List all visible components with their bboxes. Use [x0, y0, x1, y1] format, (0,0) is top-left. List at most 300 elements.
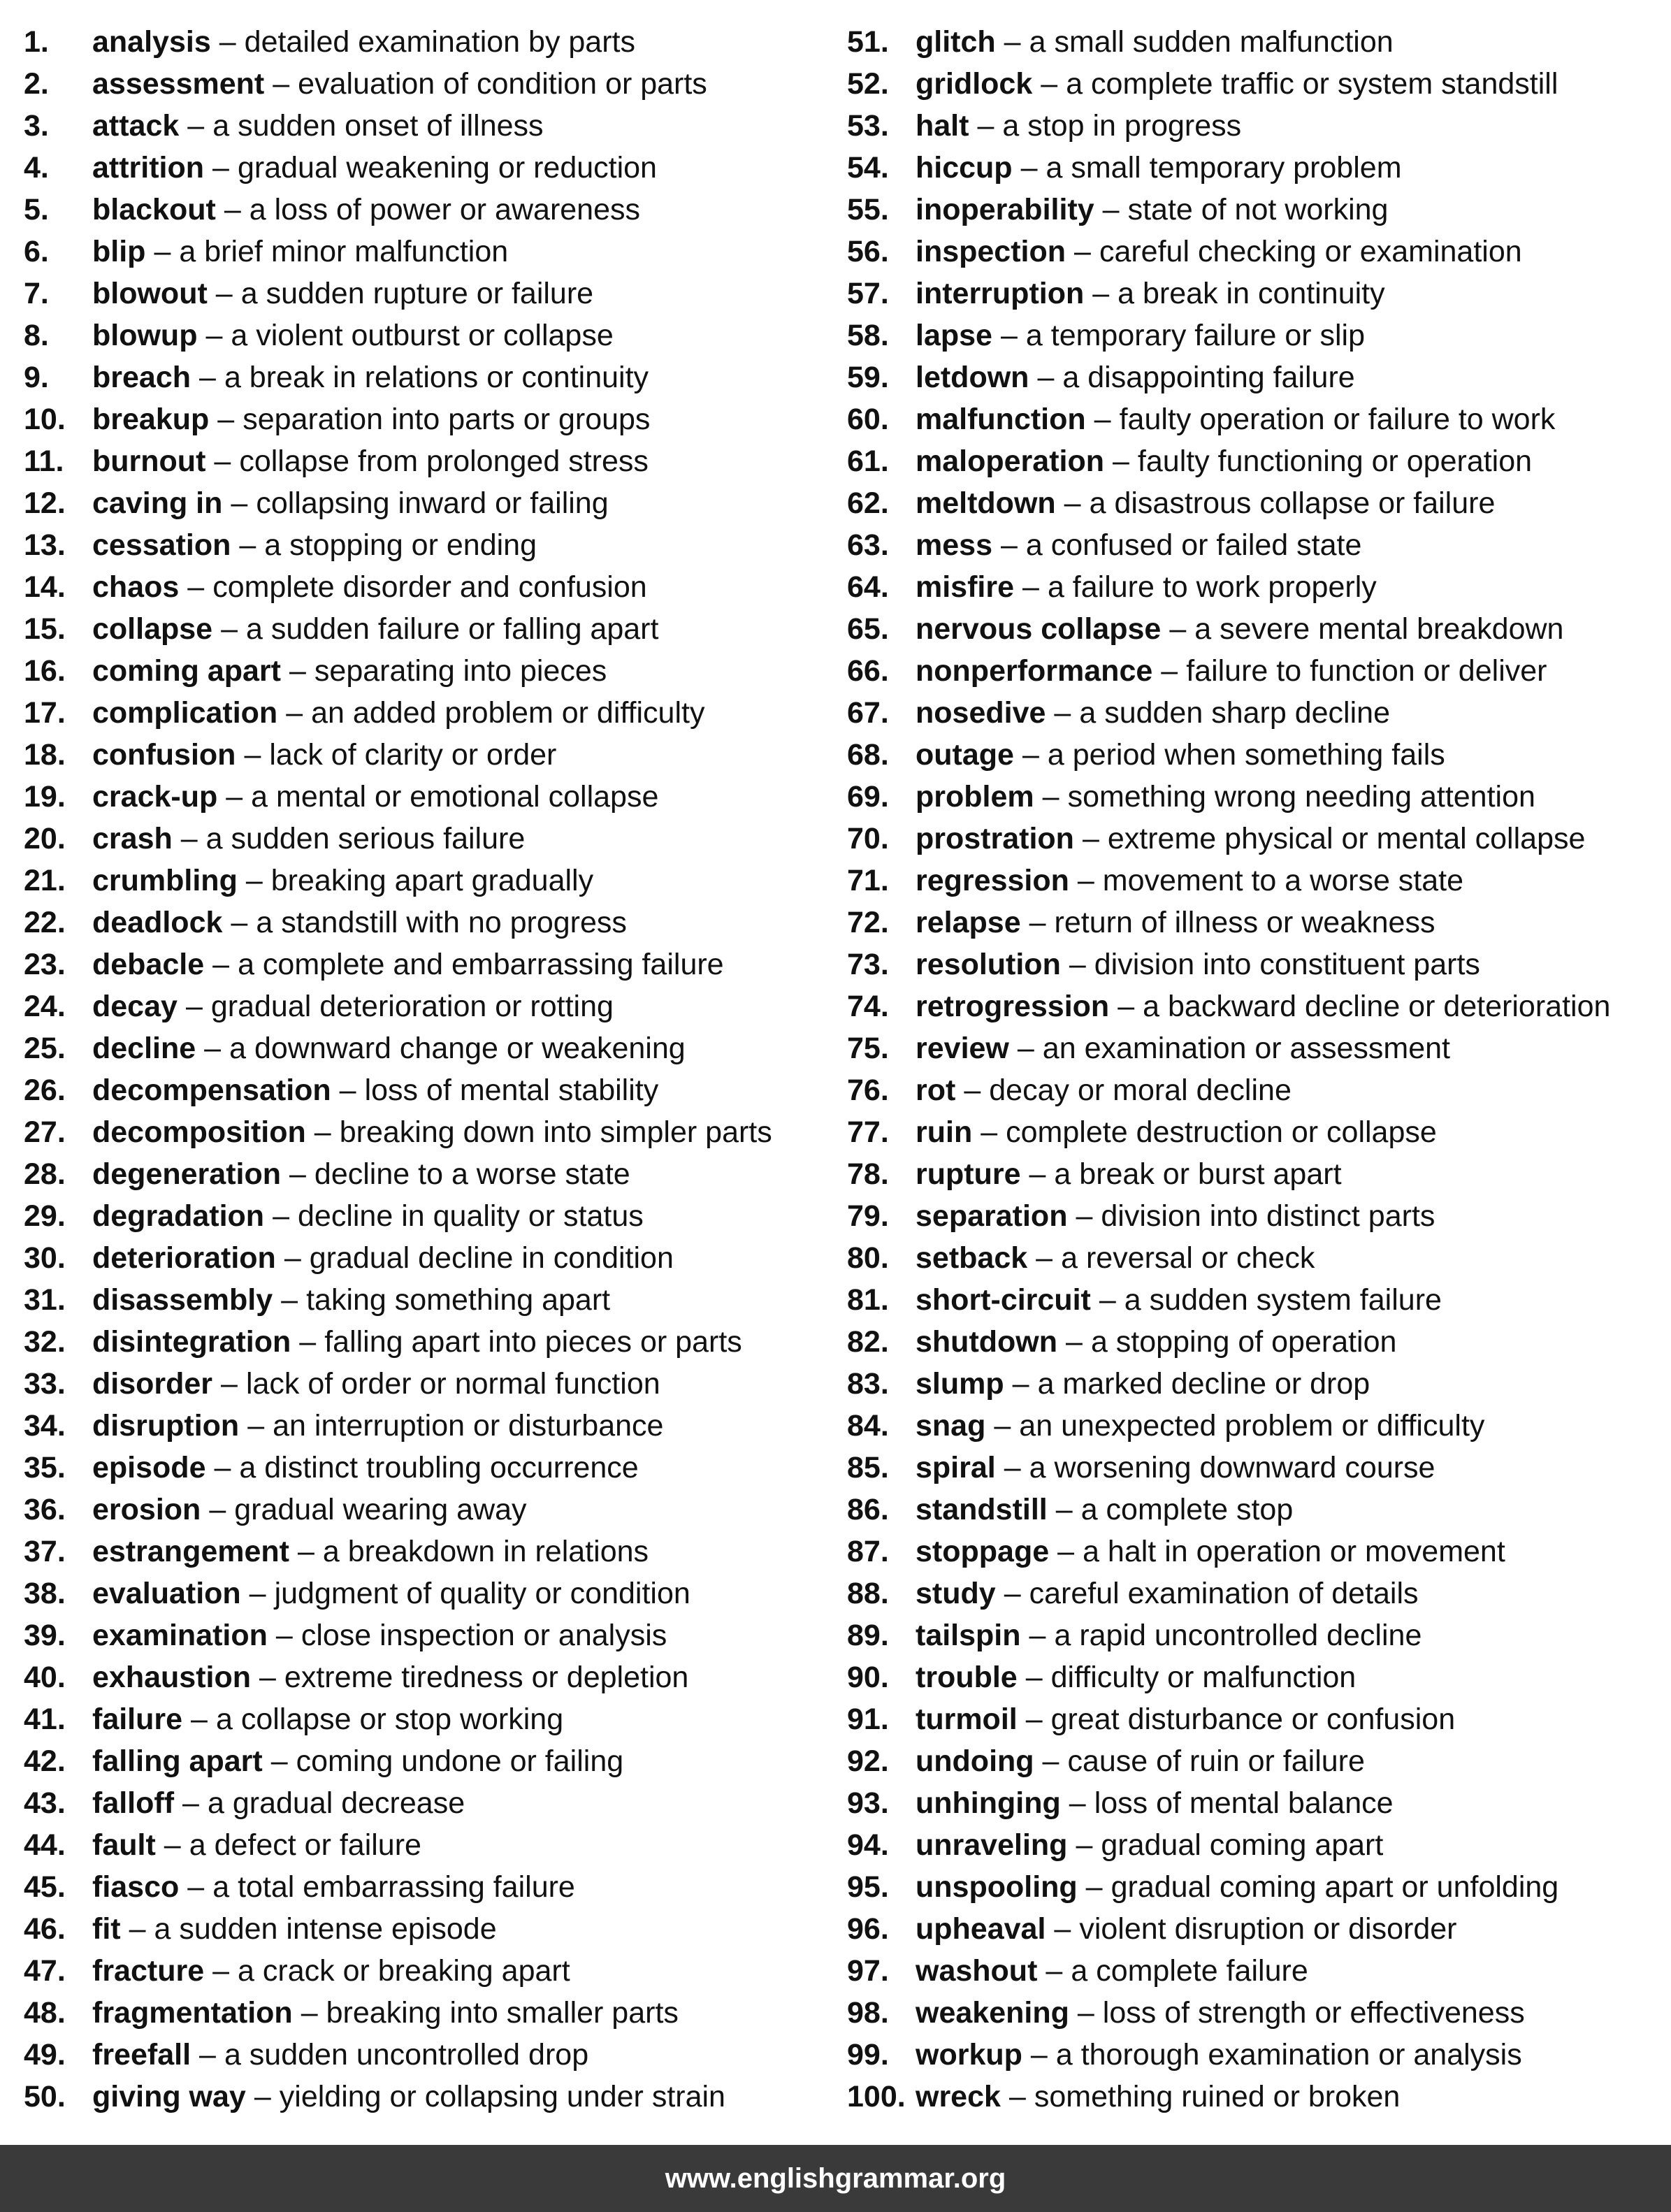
list-item: [24, 1866, 834, 1908]
item-separator: –: [1008, 2080, 1026, 2113]
item-number: 46.: [24, 1912, 66, 1946]
item-word: wreck: [916, 2080, 1001, 2113]
list-item: [847, 1698, 1658, 1740]
list-item: [24, 147, 834, 189]
item-definition: lack of clarity or order: [269, 738, 557, 772]
item-definition: yielding or collapsing under strain: [279, 2080, 725, 2113]
list-item: [847, 776, 1658, 818]
item-word: upheaval: [916, 1912, 1046, 1946]
item-number: 31.: [24, 1283, 66, 1317]
item-separator: –: [221, 612, 238, 646]
item-definition: a break in relations or continuity: [224, 361, 649, 394]
item-number: 32.: [24, 1325, 66, 1359]
item-number: 14.: [24, 570, 66, 604]
item-definition: coming undone or failing: [296, 1744, 624, 1778]
item-number: 65.: [847, 612, 889, 646]
item-word: erosion: [92, 1493, 201, 1526]
list-item: [847, 1195, 1658, 1237]
item-separator: –: [1102, 193, 1120, 226]
item-word: snag: [916, 1409, 986, 1443]
item-separator: –: [286, 696, 303, 730]
item-number: 76.: [847, 1074, 889, 1107]
item-number: 37.: [24, 1535, 66, 1568]
item-separator: –: [204, 1032, 222, 1065]
item-definition: a defect or failure: [189, 1828, 421, 1862]
item-definition: a sudden sharp decline: [1079, 696, 1390, 730]
item-number: 100.: [847, 2080, 906, 2113]
item-definition: a stop in progress: [1002, 109, 1242, 143]
item-definition: a disappointing failure: [1062, 361, 1355, 394]
item-definition: careful checking or examination: [1099, 235, 1522, 268]
item-definition: a collapse or stop working: [215, 1703, 564, 1736]
item-separator: –: [182, 1786, 199, 1820]
list-item: [847, 1866, 1658, 1908]
item-number: 45.: [24, 1870, 66, 1904]
list-item: [847, 524, 1658, 566]
item-separator: –: [1092, 277, 1110, 310]
item-separator: –: [209, 1493, 226, 1526]
item-word: burnout: [92, 444, 206, 478]
list-item: [24, 1782, 834, 1824]
list-item: [847, 440, 1658, 482]
list-item: [24, 21, 834, 63]
item-word: rot: [916, 1074, 956, 1107]
list-item: [24, 398, 834, 440]
item-word: spiral: [916, 1451, 996, 1484]
list-item: [24, 566, 834, 608]
item-separator: –: [1077, 1996, 1094, 2030]
item-definition: a thorough examination or analysis: [1055, 2038, 1522, 2072]
item-separator: –: [221, 1367, 238, 1401]
item-number: 12.: [24, 486, 66, 520]
word-list-left-column: [24, 21, 834, 2118]
item-word: interruption: [916, 277, 1085, 310]
list-item: [24, 356, 834, 398]
item-word: fiasco: [92, 1870, 180, 1904]
list-item: [24, 315, 834, 356]
item-number: 2.: [24, 67, 49, 101]
list-item: [847, 1740, 1658, 1782]
item-number: 85.: [847, 1451, 889, 1484]
item-definition: a reversal or check: [1061, 1241, 1315, 1275]
item-word: decay: [92, 990, 178, 1023]
item-number: 84.: [847, 1409, 889, 1443]
item-definition: separating into pieces: [314, 654, 607, 688]
item-definition: a break or burst apart: [1054, 1157, 1342, 1191]
item-number: 40.: [24, 1661, 66, 1694]
item-word: maloperation: [916, 444, 1104, 478]
item-number: 53.: [847, 109, 889, 143]
item-number: 75.: [847, 1032, 889, 1065]
item-number: 92.: [847, 1744, 889, 1778]
list-item: [847, 944, 1658, 985]
item-separator: –: [212, 1954, 230, 1988]
list-item: [24, 860, 834, 902]
list-item: [24, 1740, 834, 1782]
item-separator: –: [1054, 696, 1071, 730]
item-number: 16.: [24, 654, 66, 688]
item-number: 98.: [847, 1996, 889, 2030]
item-separator: –: [1046, 1954, 1063, 1988]
item-number: 90.: [847, 1661, 889, 1694]
item-definition: something wrong needing attention: [1067, 780, 1535, 814]
item-number: 57.: [847, 277, 889, 310]
item-number: 1.: [24, 25, 49, 59]
item-word: decompensation: [92, 1074, 331, 1107]
item-number: 81.: [847, 1283, 889, 1317]
item-separator: –: [1041, 67, 1058, 101]
item-separator: –: [1000, 319, 1018, 352]
item-number: 5.: [24, 193, 49, 226]
item-number: 95.: [847, 1870, 889, 1904]
item-definition: failure to function or deliver: [1186, 654, 1547, 688]
item-number: 13.: [24, 528, 66, 562]
item-definition: a crack or breaking apart: [238, 1954, 570, 1988]
item-separator: –: [1113, 444, 1129, 478]
list-item: [847, 1363, 1658, 1405]
list-item: [24, 63, 834, 105]
list-item: [24, 650, 834, 692]
item-word: disassembly: [92, 1283, 273, 1317]
item-separator: –: [1012, 1367, 1029, 1401]
item-definition: a stopping or ending: [264, 528, 537, 562]
item-definition: a severe mental breakdown: [1194, 612, 1564, 646]
list-item: [847, 105, 1658, 147]
item-number: 30.: [24, 1241, 66, 1275]
item-number: 51.: [847, 25, 889, 59]
item-separator: –: [1054, 1912, 1071, 1946]
item-definition: close inspection or analysis: [301, 1619, 667, 1652]
list-item: [847, 1237, 1658, 1279]
item-word: decomposition: [92, 1115, 306, 1149]
list-item: [24, 1069, 834, 1111]
item-word: complication: [92, 696, 278, 730]
item-definition: an interruption or disturbance: [273, 1409, 664, 1443]
item-definition: a loss of power or awareness: [249, 193, 641, 226]
word-list-right-column: [847, 21, 1658, 2118]
list-item: [847, 2034, 1658, 2076]
list-item: [847, 566, 1658, 608]
item-separator: –: [1042, 1744, 1059, 1778]
item-separator: –: [964, 1074, 981, 1107]
item-word: halt: [916, 109, 969, 143]
item-definition: a complete traffic or system standstill: [1066, 67, 1558, 101]
item-separator: –: [1036, 1241, 1053, 1275]
item-definition: extreme tiredness or depletion: [284, 1661, 689, 1694]
item-word: turmoil: [916, 1703, 1018, 1736]
item-definition: a failure to work properly: [1047, 570, 1377, 604]
item-number: 54.: [847, 151, 889, 185]
item-word: analysis: [92, 25, 211, 59]
item-separator: –: [226, 780, 243, 814]
item-definition: faulty operation or failure to work: [1119, 403, 1556, 436]
item-number: 82.: [847, 1325, 889, 1359]
item-number: 68.: [847, 738, 889, 772]
item-separator: –: [214, 444, 231, 478]
list-item: [24, 1698, 834, 1740]
list-item: [847, 1027, 1658, 1069]
item-definition: a breakdown in relations: [322, 1535, 649, 1568]
item-word: confusion: [92, 738, 236, 772]
item-definition: loss of mental stability: [364, 1074, 659, 1107]
item-definition: division into distinct parts: [1101, 1199, 1435, 1233]
item-separator: –: [244, 738, 261, 772]
item-separator: –: [1017, 1032, 1034, 1065]
item-number: 50.: [24, 2080, 66, 2113]
item-number: 42.: [24, 1744, 66, 1778]
item-definition: a halt in operation or movement: [1083, 1535, 1505, 1568]
item-separator: –: [245, 864, 263, 897]
item-separator: –: [1029, 1157, 1046, 1191]
item-definition: a small sudden malfunction: [1029, 25, 1394, 59]
item-number: 20.: [24, 822, 66, 855]
item-separator: –: [994, 1409, 1011, 1443]
item-word: meltdown: [916, 486, 1056, 520]
item-separator: –: [180, 822, 198, 855]
item-word: unspooling: [916, 1870, 1078, 1904]
item-separator: –: [231, 906, 248, 939]
item-word: malfunction: [916, 403, 1086, 436]
item-number: 73.: [847, 948, 889, 981]
item-separator: –: [185, 990, 203, 1023]
item-definition: an unexpected problem or difficulty: [1019, 1409, 1485, 1443]
item-number: 59.: [847, 361, 889, 394]
item-word: setback: [916, 1241, 1028, 1275]
list-item: [847, 1321, 1658, 1363]
item-separator: –: [215, 277, 233, 310]
item-number: 34.: [24, 1409, 66, 1443]
item-word: stoppage: [916, 1535, 1050, 1568]
item-word: outage: [916, 738, 1014, 772]
item-number: 44.: [24, 1828, 66, 1862]
item-separator: –: [187, 109, 205, 143]
item-separator: –: [199, 361, 216, 394]
list-item: [847, 482, 1658, 524]
list-item: [24, 1489, 834, 1531]
item-number: 58.: [847, 319, 889, 352]
item-separator: –: [289, 654, 306, 688]
item-number: 99.: [847, 2038, 889, 2072]
item-definition: a temporary failure or slip: [1025, 319, 1366, 352]
item-definition: a small temporary problem: [1046, 151, 1402, 185]
item-separator: –: [219, 25, 236, 59]
item-number: 18.: [24, 738, 66, 772]
item-word: freefall: [92, 2038, 191, 2072]
item-separator: –: [1169, 612, 1187, 646]
item-number: 61.: [847, 444, 889, 478]
list-item: [847, 818, 1658, 860]
item-word: shutdown: [916, 1325, 1058, 1359]
item-number: 41.: [24, 1703, 66, 1736]
item-separator: –: [129, 1912, 146, 1946]
item-definition: a brief minor malfunction: [179, 235, 509, 268]
item-word: problem: [916, 780, 1034, 814]
item-word: caving in: [92, 486, 223, 520]
item-number: 78.: [847, 1157, 889, 1191]
item-number: 64.: [847, 570, 889, 604]
item-separator: –: [1055, 1493, 1073, 1526]
item-definition: a sudden onset of illness: [212, 109, 544, 143]
item-word: breach: [92, 361, 191, 394]
item-word: disruption: [92, 1409, 240, 1443]
footer-url: www.englishgrammar.org: [665, 2162, 1006, 2194]
item-word: slump: [916, 1367, 1004, 1401]
item-number: 25.: [24, 1032, 66, 1065]
item-word: chaos: [92, 570, 180, 604]
item-word: coming apart: [92, 654, 281, 688]
item-word: lapse: [916, 319, 992, 352]
item-word: rupture: [916, 1157, 1021, 1191]
item-number: 69.: [847, 780, 889, 814]
item-word: hiccup: [916, 151, 1013, 185]
item-number: 87.: [847, 1535, 889, 1568]
item-word: evaluation: [92, 1577, 241, 1610]
item-separator: –: [187, 570, 205, 604]
item-number: 43.: [24, 1786, 66, 1820]
item-separator: –: [254, 2080, 271, 2113]
item-number: 70.: [847, 822, 889, 855]
item-definition: breaking down into simpler parts: [339, 1115, 772, 1149]
item-word: nosedive: [916, 696, 1046, 730]
list-item: [24, 1614, 834, 1656]
item-number: 49.: [24, 2038, 66, 2072]
item-number: 36.: [24, 1493, 66, 1526]
list-item: [24, 1321, 834, 1363]
list-item: [24, 2034, 834, 2076]
item-definition: a downward change or weakening: [229, 1032, 686, 1065]
list-item: [847, 1573, 1658, 1614]
list-item: [24, 105, 834, 147]
list-item: [847, 1614, 1658, 1656]
item-separator: –: [217, 403, 235, 436]
item-number: 39.: [24, 1619, 66, 1652]
item-number: 88.: [847, 1577, 889, 1610]
item-definition: taking something apart: [306, 1283, 611, 1317]
item-separator: –: [1000, 528, 1018, 562]
item-definition: movement to a worse state: [1102, 864, 1464, 897]
item-word: unraveling: [916, 1828, 1068, 1862]
item-separator: –: [297, 1535, 314, 1568]
item-definition: division into constituent parts: [1094, 948, 1480, 981]
item-definition: faulty functioning or operation: [1137, 444, 1533, 478]
item-word: workup: [916, 2038, 1022, 2072]
list-item: [24, 2076, 834, 2118]
item-word: misfire: [916, 570, 1015, 604]
item-separator: –: [981, 1115, 998, 1149]
item-number: 66.: [847, 654, 889, 688]
item-number: 4.: [24, 151, 49, 185]
item-definition: a gradual decrease: [207, 1786, 465, 1820]
item-separator: –: [270, 1744, 288, 1778]
item-number: 38.: [24, 1577, 66, 1610]
item-number: 48.: [24, 1996, 66, 2030]
item-separator: –: [1025, 1661, 1043, 1694]
item-separator: –: [212, 151, 229, 185]
item-separator: –: [977, 109, 994, 143]
list-item: [24, 734, 834, 776]
item-separator: –: [299, 1325, 317, 1359]
item-number: 97.: [847, 1954, 889, 1988]
item-definition: decline to a worse state: [314, 1157, 630, 1191]
item-word: fit: [92, 1912, 121, 1946]
list-item: [847, 189, 1658, 231]
list-item: [847, 1405, 1658, 1447]
item-number: 33.: [24, 1367, 66, 1401]
item-separator: –: [199, 2038, 216, 2072]
item-separator: –: [164, 1828, 181, 1862]
item-definition: a mental or emotional collapse: [251, 780, 659, 814]
item-number: 28.: [24, 1157, 66, 1191]
item-number: 55.: [847, 193, 889, 226]
item-separator: –: [191, 1703, 208, 1736]
item-number: 80.: [847, 1241, 889, 1275]
item-separator: –: [1082, 822, 1099, 855]
item-separator: –: [1004, 25, 1021, 59]
item-separator: –: [1066, 1325, 1083, 1359]
item-word: cessation: [92, 528, 231, 562]
item-number: 71.: [847, 864, 889, 897]
item-word: episode: [92, 1451, 206, 1484]
item-separator: –: [1037, 361, 1055, 394]
item-word: exhaustion: [92, 1661, 251, 1694]
item-definition: difficulty or malfunction: [1050, 1661, 1357, 1694]
item-number: 24.: [24, 990, 66, 1023]
item-definition: violent disruption or disorder: [1079, 1912, 1457, 1946]
list-item: [24, 1447, 834, 1489]
list-item: [24, 1531, 834, 1573]
item-word: tailspin: [916, 1619, 1021, 1652]
item-separator: –: [231, 486, 248, 520]
list-item: [847, 1950, 1658, 1992]
item-number: 79.: [847, 1199, 889, 1233]
list-item: [847, 231, 1658, 273]
list-item: [847, 860, 1658, 902]
list-item: [847, 356, 1658, 398]
item-definition: evaluation of condition or parts: [298, 67, 707, 101]
item-separator: –: [224, 193, 241, 226]
list-item: [847, 1531, 1658, 1573]
item-separator: –: [339, 1074, 356, 1107]
item-number: 9.: [24, 361, 49, 394]
item-number: 19.: [24, 780, 66, 814]
item-number: 3.: [24, 109, 49, 143]
item-word: crumbling: [92, 864, 238, 897]
item-number: 62.: [847, 486, 889, 520]
item-number: 83.: [847, 1367, 889, 1401]
item-definition: gradual coming apart: [1101, 1828, 1384, 1862]
item-separator: –: [1057, 1535, 1075, 1568]
list-item: [24, 692, 834, 734]
list-item: [847, 902, 1658, 944]
list-item: [24, 1153, 834, 1195]
item-definition: cause of ruin or failure: [1067, 1744, 1365, 1778]
item-definition: a disastrous collapse or failure: [1089, 486, 1496, 520]
item-word: separation: [916, 1199, 1068, 1233]
item-separator: –: [284, 1241, 301, 1275]
item-definition: collapsing inward or failing: [256, 486, 609, 520]
list-item: [847, 1824, 1658, 1866]
item-number: 10.: [24, 403, 66, 436]
item-number: 96.: [847, 1912, 889, 1946]
item-definition: a worsening downward course: [1029, 1451, 1435, 1484]
item-number: 23.: [24, 948, 66, 981]
item-definition: a period when something fails: [1047, 738, 1445, 772]
item-definition: decline in quality or status: [298, 1199, 644, 1233]
item-word: fragmentation: [92, 1996, 293, 2030]
item-word: trouble: [916, 1661, 1018, 1694]
list-item: [24, 1908, 834, 1950]
item-definition: loss of strength or effectiveness: [1102, 1996, 1525, 2030]
